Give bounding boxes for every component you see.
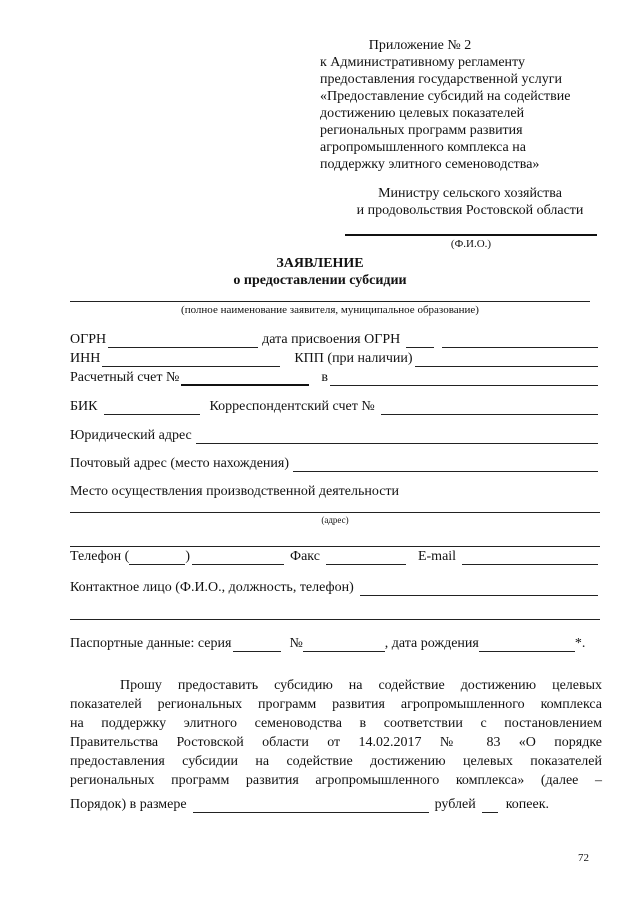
passport-label: Паспортные данные: серия	[70, 636, 232, 651]
bik-row	[70, 399, 600, 415]
email-field[interactable]	[462, 552, 598, 565]
passport-number-label: №	[289, 636, 303, 651]
applicant-caption: (полное наименование заявителя, муниципальное образование)	[181, 304, 479, 316]
rubles-label: рублей	[434, 797, 476, 812]
rubles-field[interactable]	[193, 800, 429, 813]
ogrn-field[interactable]	[108, 335, 258, 348]
birth-date-field[interactable]	[479, 639, 575, 652]
fax-field[interactable]	[326, 552, 406, 565]
account-in-label: в	[321, 370, 328, 385]
appendix-line: предоставления государственной услуги	[320, 72, 562, 87]
request-line: Правительства Ростовской области от 14.02.2017 № 83 «О порядке	[70, 735, 602, 750]
request-line: Прошу предоставить субсидию на содействие достижению целевых	[120, 678, 602, 693]
addressee-line-2: и продовольствия Ростовской области	[356, 203, 584, 218]
appendix-line: к Административному регламенту	[320, 55, 525, 70]
request-line: на поддержку элитного семеноводства в соответствии с постановлением	[70, 716, 602, 731]
ogrn-row	[70, 332, 600, 348]
contact-field-2[interactable]	[70, 619, 600, 620]
kpp-label: КПП (при наличии)	[294, 351, 413, 366]
contact-row	[70, 580, 600, 596]
account-row	[70, 370, 600, 386]
ogrn-label: ОГРН	[70, 332, 107, 347]
postal-address-label: Почтовый адрес (место нахождения)	[70, 456, 289, 471]
activity-place-label: Место осуществления производственной деятельности	[70, 484, 400, 499]
page-number: 72	[578, 852, 589, 864]
appendix-line: Приложение № 2	[368, 38, 472, 53]
bik-label: БИК	[70, 399, 98, 414]
postal-address-field[interactable]	[293, 459, 598, 472]
ogrn-date-label: дата присвоения ОГРН	[262, 332, 401, 347]
bank-field[interactable]	[330, 373, 598, 386]
request-line: региональных программ развития агропромышленного комплекса» (далее –	[70, 773, 602, 788]
amount-row	[70, 797, 602, 813]
passport-number-field[interactable]	[303, 639, 385, 652]
phone-close: )	[185, 549, 191, 564]
appendix-line: агропромышленного комплекса на	[320, 140, 526, 155]
contact-label: Контактное лицо (Ф.И.О., должность, телефон)	[70, 580, 354, 595]
address-caption: (адрес)	[321, 515, 349, 525]
passport-series-field[interactable]	[233, 639, 281, 652]
corr-account-field[interactable]	[381, 402, 598, 415]
appendix-line: региональных программ развития	[320, 123, 523, 138]
inn-field[interactable]	[102, 354, 280, 367]
fax-label: Факс	[290, 549, 320, 564]
legal-address-label: Юридический адрес	[70, 428, 192, 443]
ogrn-date-day-field[interactable]	[406, 335, 434, 348]
document-subtitle: о предоставлении субсидии	[233, 273, 407, 288]
legal-address-field[interactable]	[196, 431, 598, 444]
appendix-line: достижению целевых показателей	[320, 106, 525, 121]
request-line: предоставления субсидии на содействие достижению целевых показателей	[70, 754, 602, 769]
appendix-line: поддержку элитного семеноводства»	[320, 157, 540, 172]
phone-label: Телефон (	[70, 549, 130, 564]
birth-date-label: , дата рождения	[384, 636, 479, 651]
kopecks-field[interactable]	[482, 800, 498, 813]
contact-field[interactable]	[360, 583, 598, 596]
activity-place-field[interactable]	[70, 512, 600, 513]
request-line: показателей региональных программ развития агропромышленного комплекса	[70, 697, 602, 712]
account-label: Расчетный счет №	[70, 370, 180, 385]
fio-caption: (Ф.И.О.)	[450, 238, 492, 250]
email-label: E-mail	[417, 549, 457, 564]
ogrn-date-field[interactable]	[442, 335, 598, 348]
legal-address-row	[70, 428, 600, 444]
applicant-name-line[interactable]	[70, 301, 590, 302]
account-field[interactable]	[181, 372, 309, 386]
kpp-field[interactable]	[415, 354, 598, 367]
inn-label: ИНН	[70, 351, 101, 366]
addressee-line-1: Министру сельского хозяйства	[378, 186, 562, 201]
phone-code-field[interactable]	[129, 552, 185, 565]
inn-row	[70, 351, 600, 367]
postal-address-row	[70, 456, 600, 472]
document-title: ЗАЯВЛЕНИЕ	[276, 256, 364, 271]
activity-place-field-2[interactable]	[70, 546, 600, 547]
amount-prefix: Порядок) в размере	[70, 797, 187, 812]
footnote-asterisk: *.	[574, 636, 586, 651]
phone-row	[70, 549, 600, 565]
request-paragraph	[70, 676, 602, 790]
kopecks-label: копеек.	[505, 797, 550, 812]
passport-row	[70, 636, 608, 652]
corr-account-label: Корреспондентский счет №	[209, 399, 375, 414]
appendix-line: «Предоставление субсидий на содействие	[320, 89, 571, 104]
bik-field[interactable]	[104, 402, 200, 415]
phone-field[interactable]	[192, 552, 284, 565]
fio-signature-line	[345, 234, 597, 236]
